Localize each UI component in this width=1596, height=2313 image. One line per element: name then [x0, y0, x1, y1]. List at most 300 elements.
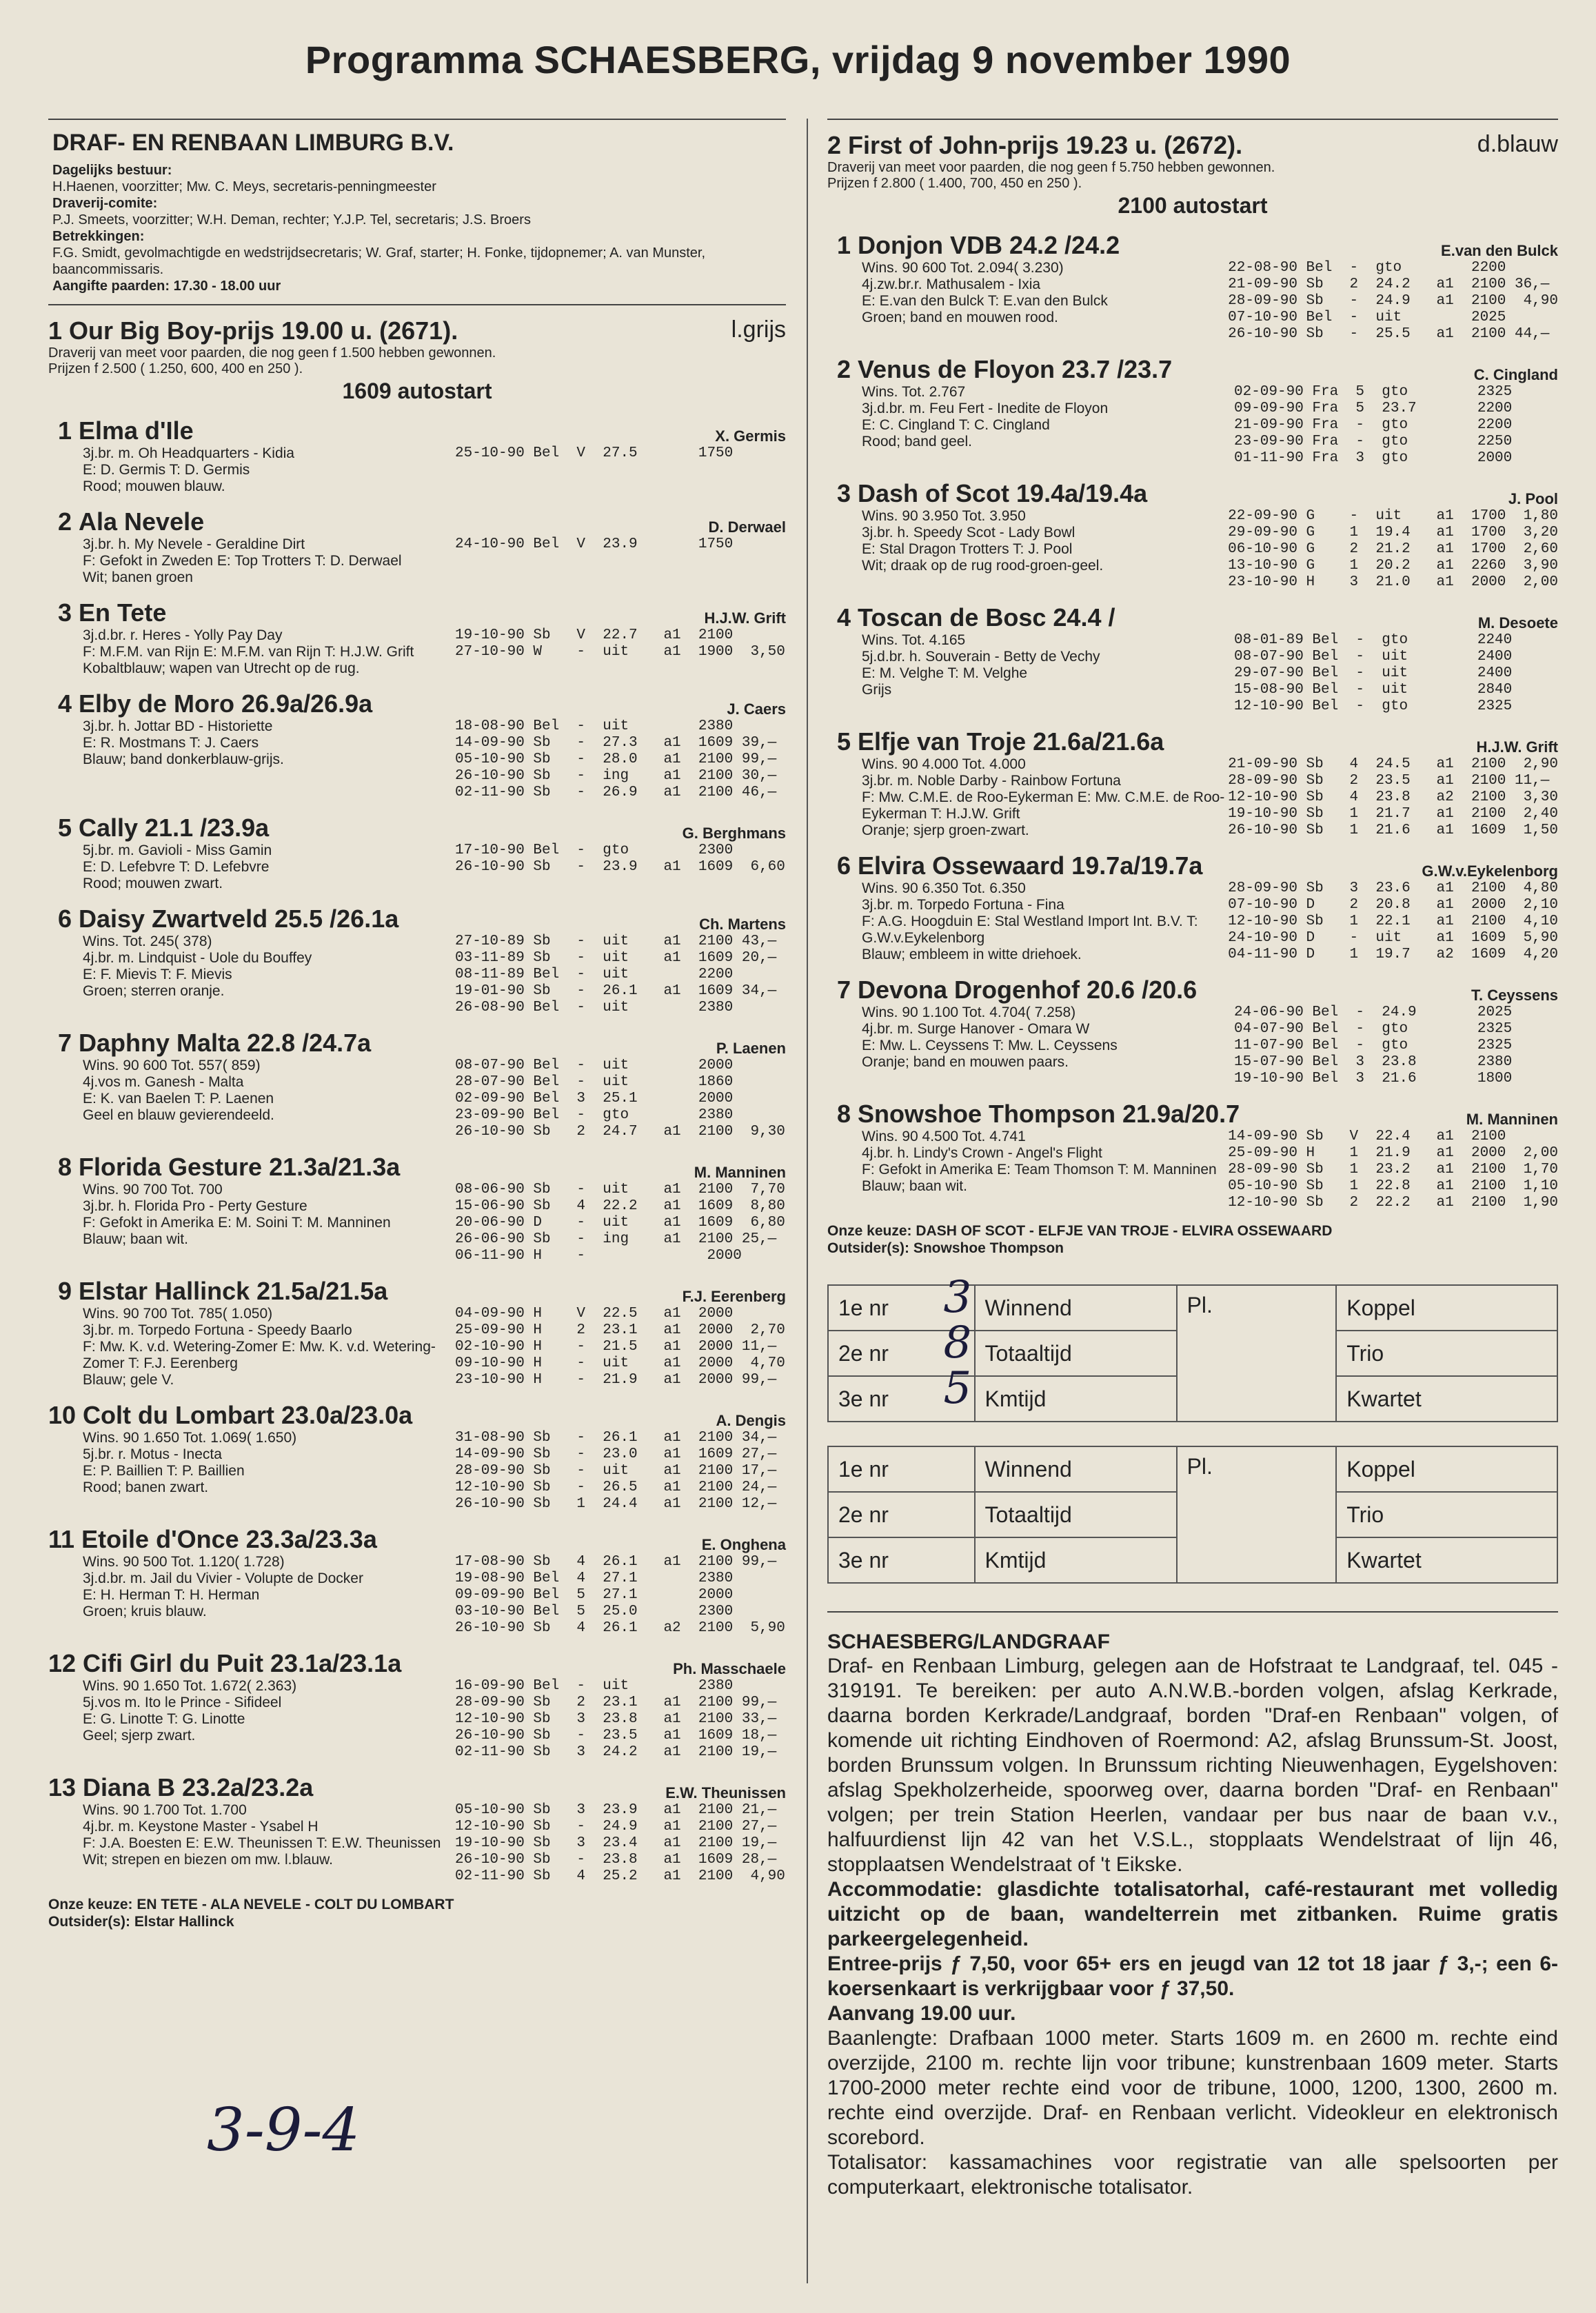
horse-entry — [48, 1277, 786, 1388]
result-line: 26-08-90 Bel - uit 2380 — [455, 1000, 734, 1016]
race-1 — [48, 316, 786, 1930]
horse-entry — [48, 1153, 786, 1264]
horse-info-line: Wins. 90 1.650 Tot. 1.069( 1.650) — [83, 1430, 297, 1446]
horse-info-line: Blauw; baan wit. — [862, 1178, 967, 1194]
result-line: 27-10-90 W - uit a1 1900 3,50 — [455, 644, 785, 660]
result-line: 17-08-90 Sb 4 26.1 a1 2100 99,— — [455, 1554, 777, 1570]
top-rule — [48, 119, 786, 120]
horse-info-line: E: D. Lefebvre T: D. Lefebvre — [83, 859, 270, 875]
horse-info — [48, 933, 455, 1016]
horse-info-line: 4j.zw.br.r. Mathusalem - Ixia — [862, 276, 1041, 292]
horse-name — [48, 598, 166, 627]
horse-entry — [48, 1649, 786, 1761]
result-line: 08-06-90 Sb - uit a1 2100 7,70 — [455, 1182, 785, 1198]
horse-driver: M. Manninen — [694, 1164, 786, 1181]
horse-info — [48, 627, 455, 677]
horse-body — [48, 1554, 786, 1637]
org-line: Draverij-comite: — [52, 196, 158, 211]
horse-driver: C. Cingland — [1473, 366, 1558, 383]
page-title: Programma SCHAESBERG, vrijdag 9 november 1990 — [305, 38, 1291, 81]
result-line: 28-09-90 Sb 3 23.6 a1 2100 4,80 — [1228, 880, 1558, 896]
horse-driver: A. Dengis — [716, 1412, 786, 1429]
horse-info — [48, 1802, 455, 1885]
bet-form-empty — [827, 1446, 1558, 1584]
horse-name — [827, 479, 1147, 508]
result-line: 01-11-90 Fra 3 gto 2000 — [1234, 450, 1513, 466]
horse-info-line: 3j.d.br. m. Feu Fert - Inedite de Floyon — [862, 401, 1109, 416]
result-line: 12-10-90 Bel - gto 2325 — [1234, 698, 1513, 714]
horse-info-line: 5j.d.br. h. Souverain - Betty de Vechy — [862, 649, 1100, 665]
result-line: 07-10-90 D 2 20.8 a1 2000 2,10 — [1228, 897, 1558, 913]
horse-name — [48, 1153, 400, 1182]
horse-info-line: 3j.br. m. Oh Headquarters - Kidia — [83, 445, 294, 461]
horse-body — [827, 632, 1558, 715]
horse-header — [827, 851, 1558, 880]
horse-header — [48, 1153, 786, 1182]
horse-info-line: Blauw; baan wit. — [83, 1231, 188, 1247]
bet-type: Totaaltijd — [975, 1492, 1177, 1537]
horse-results — [455, 1430, 786, 1513]
result-line: 22-08-90 Bel - gto 2200 — [1228, 260, 1506, 276]
horse-number: 3 — [57, 598, 72, 627]
horse-info — [48, 1430, 455, 1513]
horse-info-line: Wins. 90 500 Tot. 1.120( 1.728) — [83, 1554, 285, 1570]
horse-name-text: Cally 21.1 /23.9a — [79, 814, 270, 842]
horse-number: 2 — [57, 507, 72, 536]
horse-info-line: E: Mw. L. Ceyssens T: Mw. L. Ceyssens — [862, 1038, 1118, 1053]
horse-info-line: Groen; kruis blauw. — [83, 1604, 207, 1619]
horse-entry — [48, 689, 786, 801]
horse-results — [455, 445, 786, 495]
org-line: H.Haenen, voorzitter; Mw. C. Meys, secretaris-penningmeester — [52, 179, 436, 194]
horse-name — [827, 1100, 1240, 1129]
horse-driver: H.J.W. Grift — [704, 609, 786, 627]
horse-results — [455, 1058, 786, 1140]
horse-info-line: F: Mw. K. v.d. Wetering-Zomer E: Mw. K. v.d. Wetering-Zomer T: F.J. Eerenberg — [83, 1339, 436, 1371]
horse-name-text: Diana B 23.2a/23.2a — [83, 1773, 314, 1801]
horse-number: 6 — [836, 851, 851, 880]
horse-info-line: E: G. Linotte T: G. Linotte — [83, 1711, 245, 1727]
horse-body — [48, 718, 786, 801]
horse-header — [48, 507, 786, 536]
bet-pl: Pl. — [1177, 1285, 1337, 1422]
horse-driver: J. Pool — [1508, 490, 1558, 507]
horse-results — [455, 842, 786, 892]
result-line: 02-09-90 Bel 3 25.1 2000 — [455, 1091, 734, 1107]
horse-name — [827, 727, 1164, 756]
race-choice — [827, 1222, 1558, 1257]
horse-header — [48, 1773, 786, 1802]
horse-name-text: Cifi Girl du Puit 23.1a/23.1a — [83, 1649, 402, 1677]
horse-driver: P. Laenen — [716, 1040, 786, 1057]
handwritten-number: 5 — [943, 1362, 972, 1414]
left-column — [48, 119, 786, 1930]
horse-entry — [48, 1401, 786, 1513]
column-divider — [807, 119, 808, 2283]
horse-results — [455, 1678, 786, 1761]
result-line: 28-09-90 Sb 1 23.2 a1 2100 1,70 — [1228, 1162, 1558, 1178]
section-paragraph: Draf- en Renbaan Limburg, gelegen aan de Hofstraat te Landgraaf, tel. 045 - 319191. Te bereiken: per auto A.N.W.B.-borden volgen, afslag Kerkrade, daarna borden Kerkrade/Landgraaf, borden "Draf-en Renbaan" volgen, of komende uit richting Eindhoven of Roermond: A2, afslag Brunssum-St. Joost, borden Brunssum volgen. In Brunssum richting Nieuwenhagen, Eygelshoven: afslag Spekholzerheide, spoorweg over, daarna borden "Draf- en Renbaan" volgen; per trein Station Heerlen, vandaar per bus naar de baan v.v., halfuurdienst lijn 42 van het V.S.L., stopplaats Wendelstraat of lijn 46, stopplaatsen Wendelstraat of 't Eikske. — [827, 1655, 1558, 1876]
horse-info-line: E: E.van den Bulck T: E.van den Bulck — [862, 293, 1108, 309]
result-line: 04-07-90 Bel - gto 2325 — [1234, 1021, 1513, 1037]
race-prizes: Prijzen f 2.500 ( 1.250, 600, 400 en 250 ). — [48, 361, 303, 376]
horse-number: 5 — [57, 814, 72, 842]
horse-info-line: Wit; banen groen — [83, 569, 193, 585]
horse-info — [827, 384, 1234, 467]
bet-type: 8 Totaaltijd — [975, 1331, 1177, 1376]
result-line: 09-10-90 H - uit a1 2000 4,70 — [455, 1355, 785, 1371]
section-paragraph: Accommodatie: glasdichte totalisatorhal, café-restaurant met volledig uitzicht op de baan, wandelterrein met zitbanken. Ruime gratis parkeergelegenheid. — [827, 1878, 1558, 1950]
horse-name-text: Venus de Floyon 23.7 /23.7 — [858, 355, 1173, 383]
result-line: 21-09-90 Fra - gto 2200 — [1234, 417, 1513, 433]
horse-entry — [827, 1100, 1558, 1211]
horse-number: 12 — [48, 1649, 77, 1677]
horse-body — [48, 1058, 786, 1140]
bet-nr: 1e nr — [828, 1446, 975, 1492]
bet-nr: 1e nr — [828, 1285, 975, 1331]
horse-info-line: Groen; band en mouwen rood. — [862, 310, 1058, 325]
result-line: 16-09-90 Bel - uit 2380 — [455, 1678, 734, 1694]
result-line: 04-11-90 D 1 19.7 a2 1609 4,20 — [1228, 947, 1558, 962]
horse-name — [48, 1029, 371, 1058]
result-line: 19-10-90 Sb V 22.7 a1 2100 — [455, 627, 734, 643]
horse-info-line: Wins. 90 3.950 Tot. 3.950 — [862, 508, 1026, 524]
result-line: 21-09-90 Sb 2 24.2 a1 2100 36,— — [1228, 276, 1550, 292]
horse-name-text: Florida Gesture 21.3a/21.3a — [79, 1153, 401, 1181]
horse-info-line: Groen; sterren oranje. — [83, 983, 225, 999]
horse-results — [455, 1554, 786, 1637]
result-line: 19-10-90 Sb 3 23.4 a1 2100 19,— — [455, 1835, 777, 1851]
horse-header — [827, 479, 1558, 508]
horse-body — [48, 1430, 786, 1513]
result-line: 12-10-90 Sb 1 22.1 a1 2100 4,10 — [1228, 913, 1558, 929]
horse-info-line: Rood; band geel. — [862, 434, 972, 450]
horse-info-line: Wins. Tot. 2.767 — [862, 384, 966, 400]
race-start: 2100 autostart — [1118, 193, 1268, 218]
result-line: 13-10-90 G 1 20.2 a1 2260 3,90 — [1228, 558, 1558, 574]
horse-name-text: Daisy Zwartveld 25.5 /26.1a — [79, 905, 399, 933]
horse-info-line: Oranje; sjerp groen-zwart. — [862, 822, 1029, 838]
result-line: 15-08-90 Bel - uit 2840 — [1234, 682, 1513, 698]
result-line: 15-07-90 Bel 3 23.8 2380 — [1234, 1054, 1513, 1070]
bet-nr: 3e nr — [828, 1537, 975, 1583]
horse-number: 13 — [48, 1773, 77, 1801]
result-line: 05-10-90 Sb 3 23.9 a1 2100 21,— — [455, 1802, 777, 1818]
horse-driver: J. Caers — [727, 700, 786, 718]
horse-name — [48, 1277, 387, 1306]
horse-info-line: Wins. Tot. 245( 378) — [83, 933, 212, 949]
outsider: Outsider(s): Snowshoe Thompson — [827, 1240, 1064, 1256]
horse-info-line: 3j.d.br. m. Jail du Vivier - Volupte de Docker — [83, 1570, 363, 1586]
horse-number: 5 — [836, 727, 851, 756]
bet-type: 3 Winnend — [975, 1285, 1177, 1331]
horse-entry — [48, 598, 786, 677]
horse-driver: E.van den Bulck — [1441, 242, 1558, 259]
horse-results — [1234, 384, 1558, 467]
horse-number: 7 — [836, 976, 851, 1004]
horse-info-line: Wins. 90 600 Tot. 2.094( 3.230) — [862, 260, 1064, 276]
horse-info-line: Grijs — [862, 682, 892, 698]
horse-info-line: 5j.br. r. Motus - Inecta — [83, 1446, 222, 1462]
horse-info-line: 5j.br. m. Gavioli - Miss Gamin — [83, 842, 272, 858]
result-line: 08-07-90 Bel - uit 2400 — [1234, 649, 1513, 665]
result-line: 12-10-90 Sb 4 23.8 a2 2100 3,30 — [1228, 789, 1558, 805]
result-line: 23-10-90 H 3 21.0 a1 2000 2,00 — [1228, 574, 1558, 590]
result-line: 28-09-90 Sb - uit a1 2100 17,— — [455, 1463, 777, 1479]
horse-info — [48, 1554, 455, 1637]
horse-number: 8 — [57, 1153, 72, 1181]
horse-info-line: Geel en blauw gevierendeeld. — [83, 1107, 274, 1123]
race-start: 1609 autostart — [342, 378, 492, 403]
horse-info-line: 3j.br. m. Torpedo Fortuna - Speedy Baarlo — [83, 1322, 352, 1338]
result-line: 15-06-90 Sb 4 22.2 a1 1609 8,80 — [455, 1198, 785, 1214]
horse-header — [48, 689, 786, 718]
result-line: 26-10-90 Sb 4 26.1 a2 2100 5,90 — [455, 1620, 785, 1636]
horse-entry — [48, 416, 786, 495]
horse-results — [1228, 1129, 1558, 1211]
horse-name-text: Elby de Moro 26.9a/26.9a — [79, 689, 373, 718]
horse-name-text: Daphny Malta 22.8 /24.7a — [79, 1029, 372, 1057]
horse-entry — [48, 1525, 786, 1637]
horse-info — [827, 508, 1228, 591]
horse-info — [48, 536, 455, 586]
result-line: 28-09-90 Sb 2 23.1 a1 2100 99,— — [455, 1695, 777, 1710]
org-line: P.J. Smeets, voorzitter; W.H. Deman, rechter; Y.J.P. Tel, secretaris; J.S. Broers — [52, 212, 531, 228]
result-line: 25-10-90 Bel V 27.5 1750 — [455, 445, 734, 461]
bet-nr: 2e nr — [828, 1492, 975, 1537]
horse-driver: F.J. Eerenberg — [682, 1288, 786, 1305]
section-paragraph: Baanlengte: Drafbaan 1000 meter. Starts 1609 m. en 2600 m. rechte eind overzijde, 2100 m. rechte lijn voor tribune; kunstrenbaan 1609 meter. Starts 1700-2000 meter rechte eind voor de tribune, 1000, 1200, 1300, 2600 m. rechte eind overzijde. Draf- en Renbaan verlicht. Videokleur en elektronisch scorebord. — [827, 2027, 1558, 2149]
horse-results — [1234, 1004, 1558, 1087]
horse-entry — [827, 976, 1558, 1087]
result-line: 05-10-90 Sb - 28.0 a1 2100 99,— — [455, 751, 777, 767]
result-line: 26-10-90 Sb 1 21.6 a1 1609 1,50 — [1228, 822, 1558, 838]
race-title: 1 Our Big Boy-prijs 19.00 u. (2671). — [48, 316, 458, 345]
result-line: 14-09-90 Sb - 27.3 a1 1609 39,— — [455, 735, 777, 751]
org-line: Dagelijks bestuur: — [52, 163, 172, 178]
result-line: 14-09-90 Sb - 23.0 a1 1609 27,— — [455, 1446, 777, 1462]
result-line: 24-10-90 D - uit a1 1609 5,90 — [1228, 930, 1558, 946]
horse-header — [48, 598, 786, 627]
horse-info — [48, 842, 455, 892]
result-line: 02-11-90 Sb 4 25.2 a1 2100 4,90 — [455, 1868, 785, 1884]
horse-info-line: Wins. 90 1.100 Tot. 4.704( 7.258) — [862, 1004, 1076, 1020]
horse-info — [48, 1306, 455, 1388]
horse-number: 3 — [836, 479, 851, 507]
race-title: 2 First of John-prijs 19.23 u. (2672). — [827, 131, 1243, 159]
result-line: 26-10-90 Sb 2 24.7 a1 2100 9,30 — [455, 1124, 785, 1140]
horse-entry — [48, 905, 786, 1016]
result-line: 24-06-90 Bel - 24.9 2025 — [1234, 1004, 1513, 1020]
horse-info-line: Wins. 90 1.700 Tot. 1.700 — [83, 1802, 247, 1818]
horse-info-line: Wit; draak op de rug rood-groen-geel. — [862, 558, 1104, 574]
horse-number: 7 — [57, 1029, 72, 1057]
result-line: 17-10-90 Bel - gto 2300 — [455, 842, 734, 858]
horse-info-line: Wins. 90 700 Tot. 700 — [83, 1182, 223, 1198]
horse-header — [827, 1100, 1558, 1129]
horse-body — [48, 842, 786, 892]
bet-type: Trio — [1336, 1492, 1557, 1537]
horse-info-line: Wins. Tot. 4.165 — [862, 632, 966, 648]
bet-type: Kmtijd — [975, 1537, 1177, 1583]
horse-name — [48, 1525, 377, 1554]
horse-name-text: Toscan de Bosc 24.4 / — [858, 603, 1115, 632]
result-line: 26-10-90 Sb 1 24.4 a1 2100 12,— — [455, 1496, 777, 1512]
horse-name-text: Dash of Scot 19.4a/19.4a — [858, 479, 1148, 507]
horse-body — [827, 1129, 1558, 1211]
our-choice: Onze keuze: EN TETE - ALA NEVELE - COLT DU LOMBART — [48, 1897, 454, 1912]
horse-info-line: 4j.br. m. Surge Hanover - Omara W — [862, 1021, 1090, 1037]
bet-type: 5 Kmtijd — [975, 1376, 1177, 1422]
horse-entry — [827, 231, 1558, 343]
horse-info-line: Wins. 90 1.650 Tot. 1.672( 2.363) — [83, 1678, 297, 1694]
bet-type: Trio — [1336, 1331, 1557, 1376]
horse-info-line: E: C. Cingland T: C. Cingland — [862, 417, 1050, 433]
result-line: 26-10-90 Sb - ing a1 2100 30,— — [455, 768, 777, 784]
horse-info-line: E: R. Mostmans T: J. Caers — [83, 735, 259, 751]
horse-body — [827, 880, 1558, 963]
horse-info — [827, 632, 1234, 715]
horse-number: 1 — [836, 231, 851, 259]
horse-header — [48, 1649, 786, 1678]
horse-name-text: Snowshoe Thompson 21.9a/20.7 — [858, 1100, 1240, 1128]
race-2 — [827, 131, 1558, 1257]
horse-entry — [827, 479, 1558, 591]
horse-header — [48, 814, 786, 842]
result-line: 26-10-90 Sb - 25.5 a1 2100 44,— — [1228, 326, 1550, 342]
horse-body — [48, 1678, 786, 1761]
result-line: 03-10-90 Bel 5 25.0 2300 — [455, 1604, 734, 1619]
horse-name-text: Donjon VDB 24.2 /24.2 — [858, 231, 1120, 259]
horse-results — [455, 1802, 786, 1885]
horse-name — [48, 814, 269, 842]
horse-header — [827, 727, 1558, 756]
horse-info-line: Blauw; gele V. — [83, 1372, 174, 1388]
horse-info-line: F: A.G. Hoogduin E: Stal Westland Import Int. B.V. T: G.W.v.Eykelenborg — [862, 913, 1198, 946]
horse-name-text: Elstar Hallinck 21.5a/21.5a — [79, 1277, 388, 1305]
horse-body — [48, 1306, 786, 1388]
horse-results — [455, 718, 786, 801]
horse-body — [48, 445, 786, 495]
horse-results — [1228, 880, 1558, 963]
bet-nr: 3e nr — [828, 1376, 975, 1422]
result-line: 26-10-90 Sb - 23.5 a1 1609 18,— — [455, 1728, 777, 1744]
horse-driver: X. Germis — [715, 427, 786, 445]
horse-info-line: Rood; mouwen blauw. — [83, 478, 225, 494]
horse-name-text: Colt du Lombart 23.0a/23.0a — [83, 1401, 413, 1429]
horse-number: 6 — [57, 905, 72, 933]
horse-name — [48, 507, 204, 536]
horse-name — [827, 976, 1197, 1004]
bet-type: Winnend — [975, 1446, 1177, 1492]
result-line: 29-07-90 Bel - uit 2400 — [1234, 665, 1513, 681]
horse-results — [1228, 260, 1558, 343]
horse-info — [827, 756, 1228, 839]
section-paragraph: Totalisator: kassamachines voor registratie van alle spelsoorten per computerkaart, elektronische totalisator. — [827, 2151, 1558, 2199]
horse-info-line: Wins. 90 4.000 Tot. 4.000 — [862, 756, 1026, 772]
horse-info-line: 3j.br. h. My Nevele - Geraldine Dirt — [83, 536, 305, 552]
result-line: 14-09-90 Sb V 22.4 a1 2100 — [1228, 1129, 1506, 1144]
result-line: 26-06-90 Sb - ing a1 2100 25,— — [455, 1231, 777, 1247]
horse-name-text: Elfje van Troje 21.6a/21.6a — [858, 727, 1164, 756]
horse-name — [48, 1773, 313, 1802]
race-choice — [48, 1896, 786, 1930]
horse-info-line: Rood; mouwen zwart. — [83, 876, 223, 891]
horse-results — [455, 1306, 786, 1388]
race-conditions: Draverij van meet voor paarden, die nog geen f 1.500 hebben gewonnen. — [48, 345, 496, 361]
horse-name-text: Elvira Ossewaard 19.7a/19.7a — [858, 851, 1203, 880]
horse-body — [827, 756, 1558, 839]
result-line: 04-09-90 H V 22.5 a1 2000 — [455, 1306, 734, 1322]
section-paragraph: Entree-prijs ƒ 7,50, voor 65+ ers en jeugd van 12 tot 18 jaar ƒ 3,-; een 6-koersenkaart is verkrijgbaar voor ƒ 37,50. — [827, 1952, 1558, 2000]
horse-info-line: E: F. Mievis T: F. Mievis — [83, 967, 232, 982]
horse-info-line: E: H. Herman T: H. Herman — [83, 1587, 260, 1603]
horse-name — [827, 603, 1115, 632]
horse-name-text: Elma d'Ile — [79, 416, 194, 445]
result-line: 09-09-90 Bel 5 27.1 2000 — [455, 1587, 734, 1603]
result-line: 05-10-90 Sb 1 22.8 a1 2100 1,10 — [1228, 1178, 1558, 1194]
bet-type: Koppel — [1336, 1446, 1557, 1492]
horse-number: 9 — [57, 1277, 72, 1305]
horse-info — [48, 445, 455, 495]
horse-header — [827, 976, 1558, 1004]
result-line: 09-09-90 Fra 5 23.7 2200 — [1234, 401, 1513, 416]
horse-info-line: Wins. 90 6.350 Tot. 6.350 — [862, 880, 1026, 896]
result-line: 24-10-90 Bel V 23.9 1750 — [455, 536, 734, 552]
horse-name — [48, 1649, 401, 1678]
result-line: 11-07-90 Bel - gto 2325 — [1234, 1038, 1513, 1053]
organisation-info — [52, 162, 786, 294]
horse-info-line: 3j.br. h. Florida Pro - Perty Gesture — [83, 1198, 307, 1214]
horse-header — [827, 355, 1558, 384]
org-line: F.G. Smidt, gevolmachtigde en wedstrijdsecretaris; W. Graf, starter; H. Fonke, tijdopnemer; A. van Munster, baancommissaris. — [52, 245, 706, 277]
horse-info-line: Blauw; embleem in witte driehoek. — [862, 947, 1082, 962]
horse-results — [1228, 508, 1558, 591]
horse-info-line: E: D. Germis T: D. Germis — [83, 462, 250, 478]
horse-name — [827, 231, 1120, 260]
horse-header — [827, 231, 1558, 260]
bet-type: Kwartet — [1336, 1376, 1557, 1422]
horse-driver: H.J.W. Grift — [1476, 738, 1558, 756]
result-line: 23-09-90 Fra - gto 2250 — [1234, 434, 1513, 450]
horse-results — [455, 933, 786, 1016]
horse-entry — [827, 603, 1558, 715]
bet-type: Kwartet — [1336, 1537, 1557, 1583]
horse-info-line: 4j.br. h. Lindy's Crown - Angel's Flight — [862, 1145, 1102, 1161]
horse-name-text: Devona Drogenhof 20.6 /20.6 — [858, 976, 1198, 1004]
horse-header — [48, 416, 786, 445]
result-line: 26-10-90 Sb - 23.9 a1 1609 6,60 — [455, 859, 785, 875]
result-line: 08-11-89 Bel - uit 2200 — [455, 967, 734, 982]
horse-header — [48, 1029, 786, 1058]
horse-body — [827, 384, 1558, 467]
horse-header — [827, 603, 1558, 632]
result-line: 12-10-90 Sb 3 23.8 a1 2100 33,— — [455, 1711, 777, 1727]
horse-header — [48, 905, 786, 933]
horse-number: 4 — [57, 689, 72, 718]
horse-name-text: Etoile d'Once 23.3a/23.3a — [81, 1525, 377, 1553]
horse-info — [827, 260, 1228, 343]
result-line: 08-07-90 Bel - uit 2000 — [455, 1058, 734, 1073]
horse-header — [48, 1277, 786, 1306]
horse-info-line: 3j.br. h. Speedy Scot - Lady Bowl — [862, 525, 1075, 541]
horse-info-line: E: K. van Baelen T: P. Laenen — [83, 1091, 274, 1107]
horse-info — [827, 1004, 1234, 1087]
section-title: SCHAESBERG/LANDGRAAF — [827, 1611, 1558, 1654]
result-line: 08-01-89 Bel - gto 2240 — [1234, 632, 1513, 648]
horse-body — [827, 1004, 1558, 1087]
horse-name — [827, 355, 1172, 384]
